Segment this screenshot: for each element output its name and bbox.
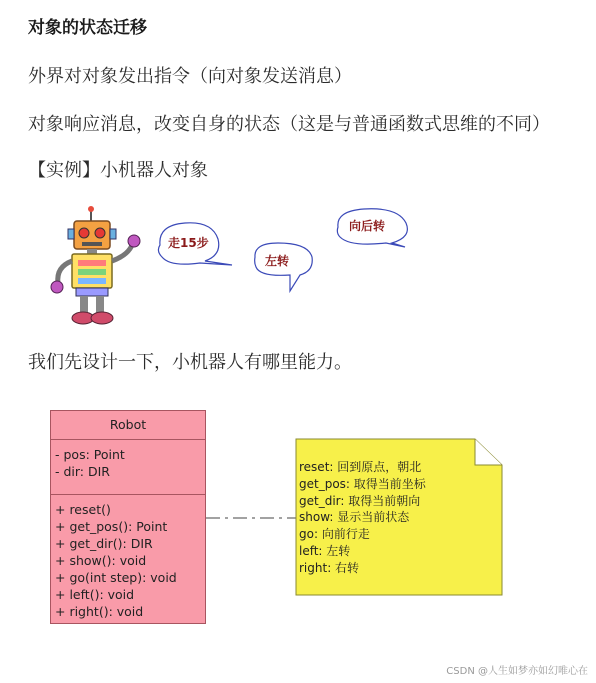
bubble-turn-back: 向后转 [349,219,386,233]
note-line: go: 向前行走 [299,527,370,542]
note-line: get_pos: 取得当前坐标 [299,476,426,491]
uml-attributes [51,440,205,495]
note-line: left: 左转 [299,543,351,558]
uml-note-text [299,459,426,577]
uml-method: + get_pos(): Point [55,519,168,534]
note-line: get_dir: 取得当前朝向 [299,493,421,508]
uml-method: + go(int step): void [55,570,177,585]
uml-method: + left(): void [55,587,135,602]
uml-class-box [50,410,206,624]
uml-class-name: Robot [51,411,205,440]
note-line: show: 显示当前状态 [299,510,410,525]
uml-method: + get_dir(): DIR [55,536,153,551]
uml-method: + right(): void [55,604,144,619]
paragraph-design-intro: 我们先设计一下，小机器人有哪里能力。 [28,352,352,373]
paragraph-example-title: 【实例】小机器人对象 [28,160,208,181]
watermark-footer: CSDN @人生如梦亦如幻唯心在 [446,666,588,677]
bubble-turn-left: 左转 [265,254,290,268]
note-line: right: 右转 [299,560,360,575]
paragraph-send-message: 外界对对象发出指令（向对象发送消息） [28,66,352,87]
robot-illustration [36,205,146,330]
uml-methods [51,495,205,620]
bubble-walk: 走15步 [168,236,209,250]
section-heading: 对象的状态迁移 [28,18,147,38]
uml-method: + reset() [55,502,111,517]
uml-attribute: - dir: DIR [55,464,110,479]
note-connector-line [206,512,298,524]
uml-method: + show(): void [55,553,147,568]
uml-attribute: - pos: Point [55,447,125,462]
note-line: reset: 回到原点，朝北 [299,460,422,474]
paragraph-respond-message: 对象响应消息，改变自身的状态（这是与普通函数式思维的不同） [28,114,550,135]
